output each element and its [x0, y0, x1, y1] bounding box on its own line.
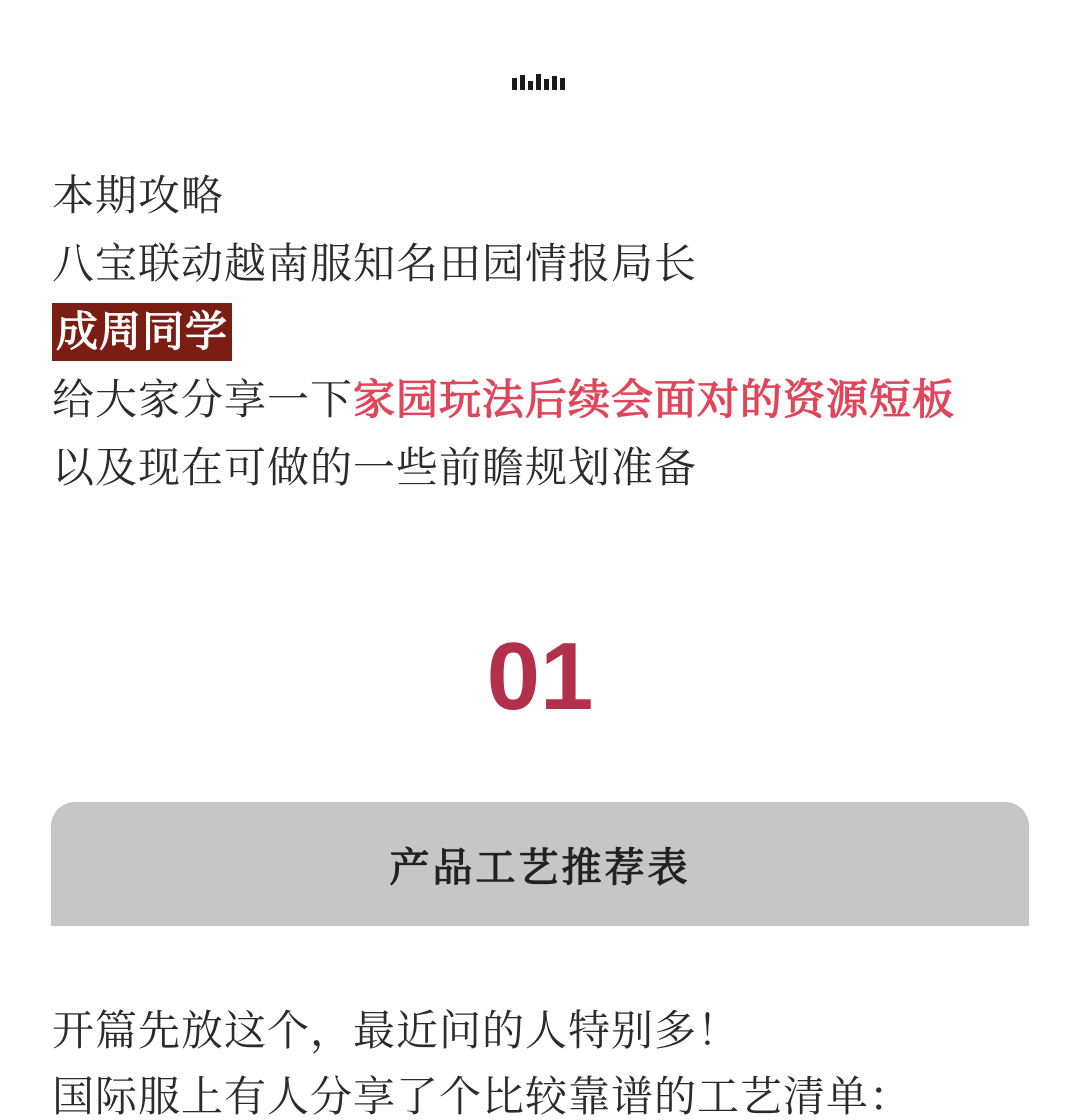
share-highlight: 家园玩法后续会面对的资源短板: [353, 375, 956, 424]
share-prefix: 给大家分享一下: [52, 375, 354, 424]
section-title: 产品工艺推荐表: [389, 844, 691, 891]
body-line-2: 国际服上有人分享了个比较靠谱的工艺清单：: [52, 1072, 913, 1120]
author-name-badge: 成周同学: [52, 303, 232, 361]
intro-block: [52, 162, 1042, 502]
intro-heading: 本期攻略: [52, 171, 225, 220]
section-header: [51, 802, 1029, 926]
body-text: [52, 998, 1052, 1120]
author-title: 八宝联动越南服知名田园情报局长: [52, 239, 698, 288]
body-line-1: 开篇先放这个，最近问的人特别多！: [52, 1006, 741, 1055]
author-line: [52, 298, 1042, 366]
divider-ornament-icon: [510, 72, 570, 92]
prep-line: 以及现在可做的一些前瞻规划准备: [52, 443, 698, 492]
share-line: [52, 366, 1042, 434]
section-number: 01: [486, 623, 594, 730]
